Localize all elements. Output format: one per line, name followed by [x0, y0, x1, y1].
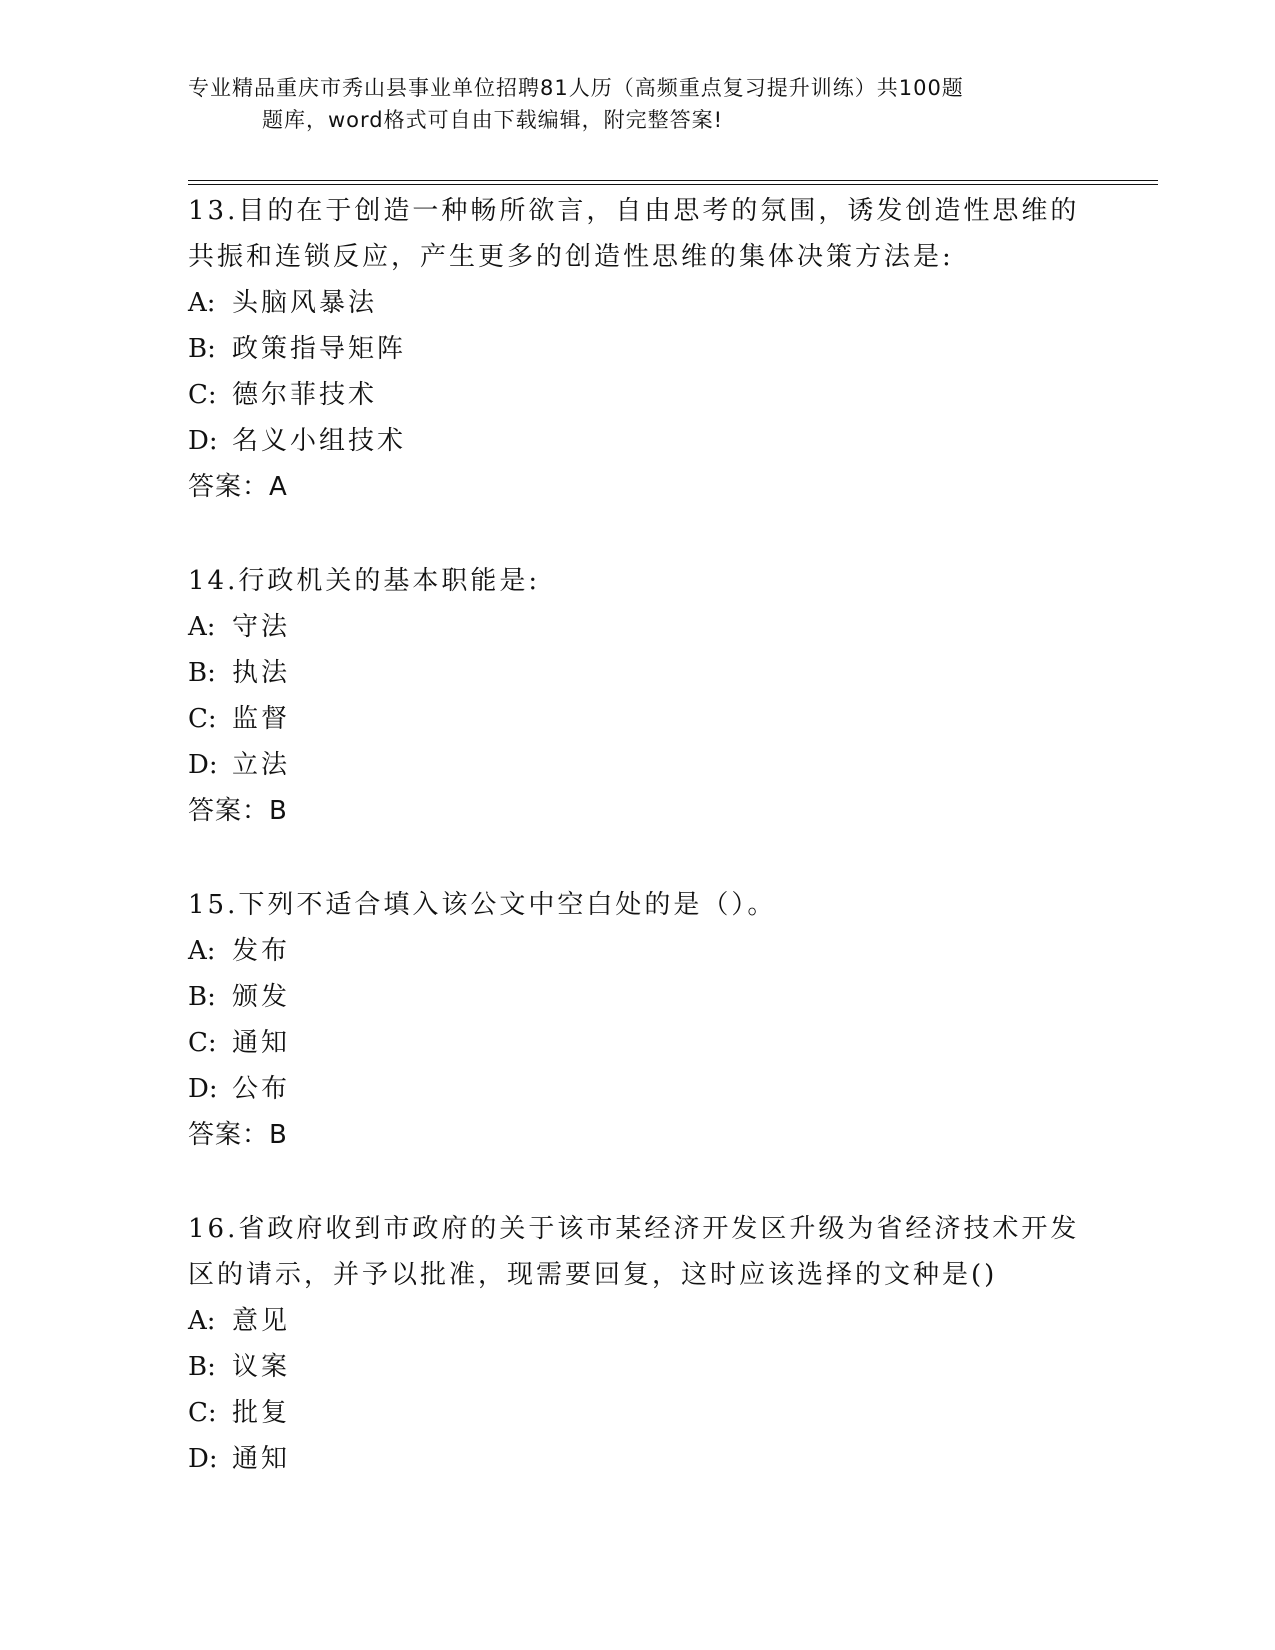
option-text: 头脑风暴法 — [232, 288, 378, 318]
question-text: 13.目的在于创造一种畅所欲言，自由思考的氛围，诱发创造性思维的共振和连锁反应，产生更多的创造性思维的集体决策方法是: — [188, 196, 1080, 272]
option-d — [188, 742, 1088, 788]
option-text: 守法 — [232, 612, 291, 642]
answer-line: 答案：B — [188, 1120, 288, 1150]
option-c — [188, 1020, 1088, 1066]
question-16 — [188, 1206, 1088, 1482]
answer-line: 答案：B — [188, 796, 288, 826]
question-list — [188, 188, 1088, 1530]
document-header — [188, 72, 1088, 136]
question-14 — [188, 558, 1088, 834]
option-text: 监督 — [232, 704, 291, 734]
option-key: B: — [188, 982, 216, 1012]
option-key: A: — [188, 936, 216, 966]
option-d — [188, 1436, 1088, 1482]
question-text: 14.行政机关的基本职能是: — [188, 566, 541, 596]
question-text: 15.下列不适合填入该公文中空白处的是（）。 — [188, 890, 777, 920]
option-key: B: — [188, 658, 216, 688]
option-b — [188, 1344, 1088, 1390]
option-key: D: — [188, 426, 218, 456]
header-rule-top — [188, 180, 1158, 181]
option-text: 名义小组技术 — [232, 426, 407, 456]
option-text: 批复 — [232, 1398, 291, 1428]
option-a — [188, 1298, 1088, 1344]
option-key: C: — [188, 1028, 217, 1058]
option-a — [188, 928, 1088, 974]
option-b — [188, 650, 1088, 696]
option-key: B: — [188, 334, 216, 364]
option-text: 颁发 — [232, 982, 291, 1012]
header-line-2: 题库，word格式可自由下载编辑，附完整答案! — [262, 108, 724, 132]
option-key: A: — [188, 612, 216, 642]
option-c — [188, 1390, 1088, 1436]
option-key: C: — [188, 704, 217, 734]
question-text: 16.省政府收到市政府的关于该市某经济开发区升级为省经济技术开发区的请示，并予以批准，现需要回复，这时应该选择的文种是() — [188, 1214, 1080, 1290]
option-c — [188, 696, 1088, 742]
option-c — [188, 372, 1088, 418]
option-text: 议案 — [232, 1352, 291, 1382]
option-key: D: — [188, 1444, 218, 1474]
option-a — [188, 604, 1088, 650]
option-key: A: — [188, 288, 216, 318]
question-15 — [188, 882, 1088, 1158]
option-text: 政策指导矩阵 — [232, 334, 407, 364]
option-text: 意见 — [232, 1306, 291, 1336]
option-key: C: — [188, 1398, 217, 1428]
option-text: 公布 — [232, 1074, 291, 1104]
option-b — [188, 974, 1088, 1020]
option-key: D: — [188, 1074, 218, 1104]
option-d — [188, 418, 1088, 464]
option-key: A: — [188, 1306, 216, 1336]
option-b — [188, 326, 1088, 372]
option-text: 执法 — [232, 658, 291, 688]
option-key: C: — [188, 380, 217, 410]
option-text: 发布 — [232, 936, 291, 966]
option-a — [188, 280, 1088, 326]
option-key: D: — [188, 750, 218, 780]
option-text: 立法 — [232, 750, 291, 780]
answer-line: 答案：A — [188, 472, 288, 502]
option-d — [188, 1066, 1088, 1112]
option-text: 德尔菲技术 — [232, 380, 378, 410]
header-line-1: 专业精品重庆市秀山县事业单位招聘81人历（高频重点复习提升训练）共100题 — [188, 76, 964, 100]
question-13 — [188, 188, 1088, 510]
option-text: 通知 — [232, 1028, 291, 1058]
option-text: 通知 — [232, 1444, 291, 1474]
header-rule-bottom — [188, 184, 1158, 185]
option-key: B: — [188, 1352, 216, 1382]
